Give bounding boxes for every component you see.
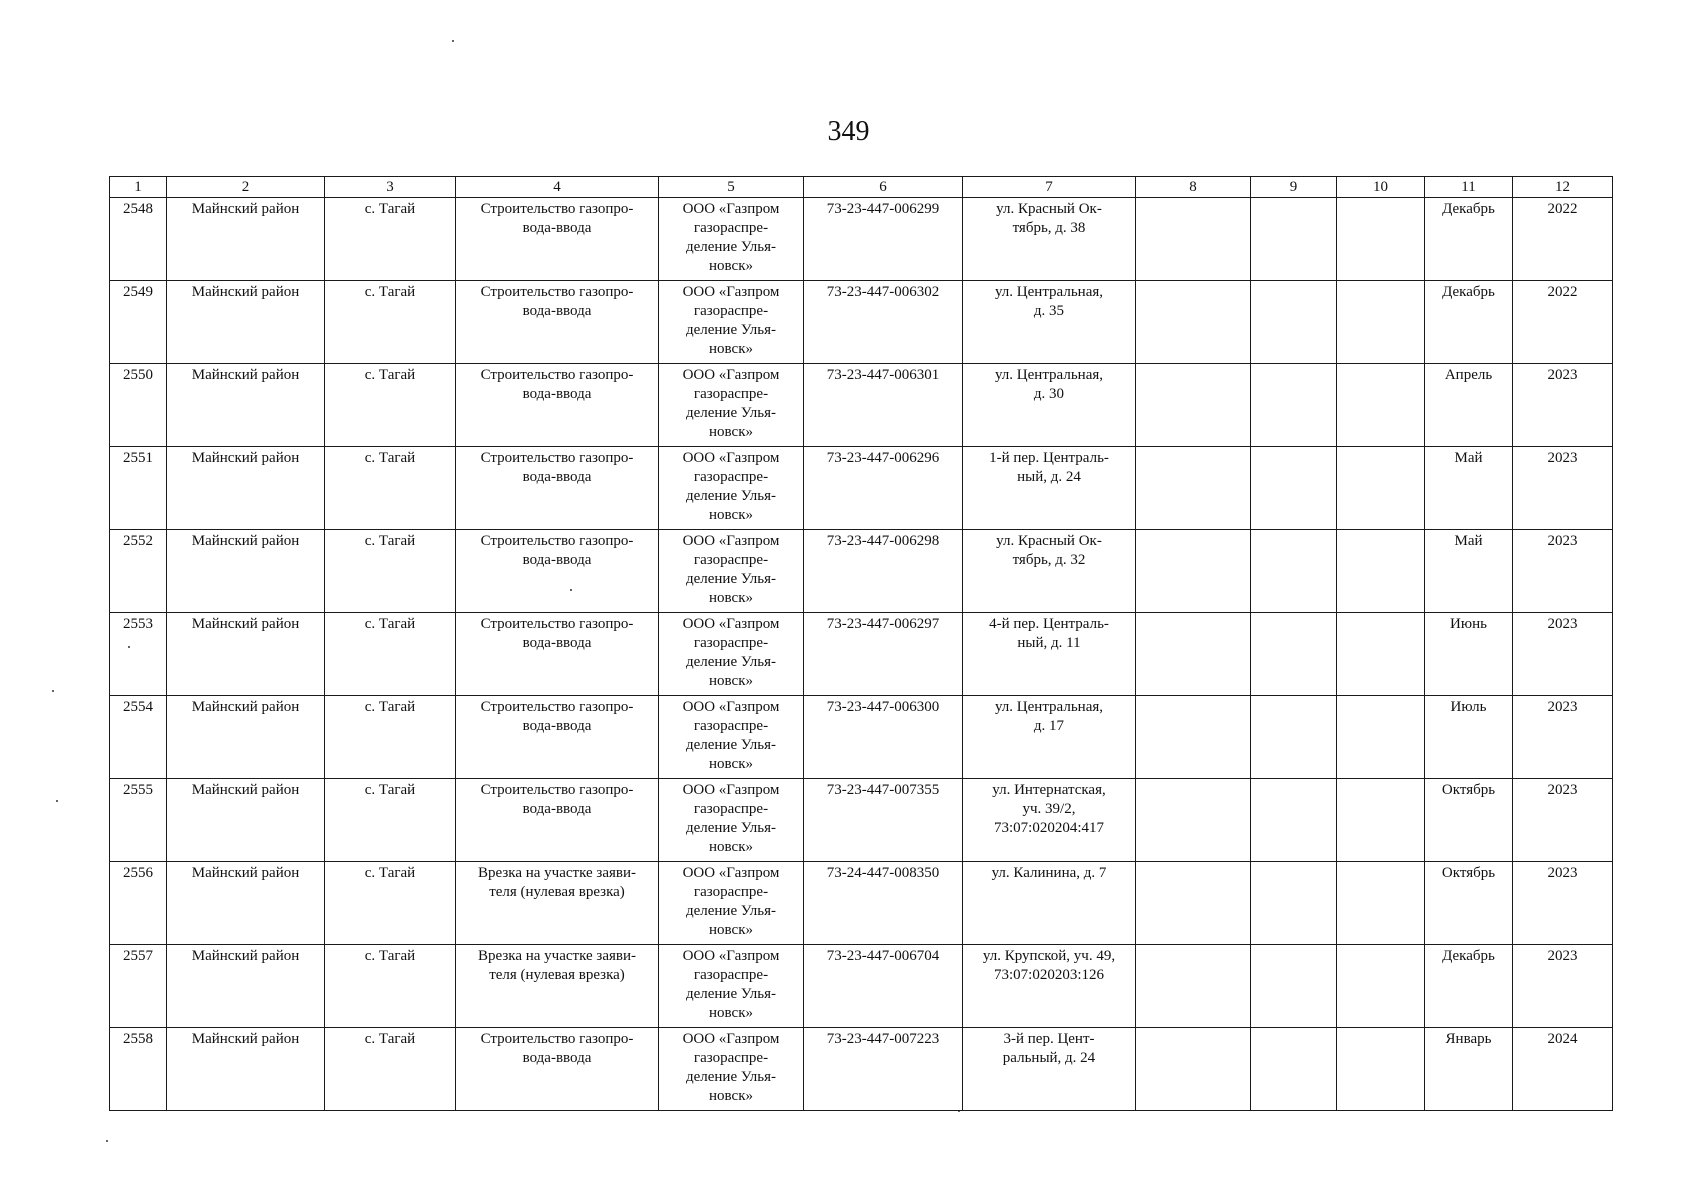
address-cell: ул. Красный Ок- тябрь, д. 32	[963, 530, 1136, 613]
register-table	[109, 176, 1613, 1111]
district-cell: Майнский район	[167, 862, 325, 945]
month-cell: Октябрь	[1425, 779, 1513, 862]
settlement-cell: с. Тагай	[325, 281, 456, 364]
column-10-cell	[1337, 447, 1425, 530]
column-header: 5	[659, 177, 804, 198]
work-type-cell: Строительство газопро- вода-ввода	[456, 1028, 659, 1111]
column-8-cell	[1136, 1028, 1251, 1111]
district-cell: Майнский район	[167, 779, 325, 862]
table-row	[110, 447, 1613, 530]
address-cell: ул. Калинина, д. 7	[963, 862, 1136, 945]
year-cell: 2022	[1513, 198, 1613, 281]
scan-speck	[452, 40, 454, 42]
table-row	[110, 1028, 1613, 1111]
column-9-cell	[1251, 945, 1337, 1028]
district-cell: Майнский район	[167, 696, 325, 779]
table-row	[110, 198, 1613, 281]
column-8-cell	[1136, 364, 1251, 447]
address-cell: 3-й пер. Цент- ральный, д. 24	[963, 1028, 1136, 1111]
column-header: 4	[456, 177, 659, 198]
column-10-cell	[1337, 696, 1425, 779]
organization-cell: ООО «Газпром газораспре- деление Улья- новск»	[659, 447, 804, 530]
work-type-cell: Строительство газопро- вода-ввода	[456, 779, 659, 862]
work-type-cell: Строительство газопро- вода-ввода	[456, 364, 659, 447]
district-cell: Майнский район	[167, 364, 325, 447]
application-code-cell: 73-23-447-006297	[804, 613, 963, 696]
organization-cell: ООО «Газпром газораспре- деление Улья- новск»	[659, 530, 804, 613]
district-cell: Майнский район	[167, 530, 325, 613]
work-type-cell: Строительство газопро- вода-ввода	[456, 696, 659, 779]
year-cell: 2023	[1513, 447, 1613, 530]
row-number-cell: 2549	[110, 281, 167, 364]
month-cell: Декабрь	[1425, 198, 1513, 281]
column-8-cell	[1136, 198, 1251, 281]
table-row	[110, 779, 1613, 862]
row-number-cell: 2551	[110, 447, 167, 530]
year-cell: 2023	[1513, 862, 1613, 945]
row-number-cell: 2548	[110, 198, 167, 281]
settlement-cell: с. Тагай	[325, 945, 456, 1028]
year-cell: 2023	[1513, 364, 1613, 447]
column-9-cell	[1251, 862, 1337, 945]
column-10-cell	[1337, 945, 1425, 1028]
column-8-cell	[1136, 530, 1251, 613]
year-cell: 2023	[1513, 945, 1613, 1028]
application-code-cell: 73-23-447-006298	[804, 530, 963, 613]
year-cell: 2022	[1513, 281, 1613, 364]
year-cell: 2023	[1513, 530, 1613, 613]
application-code-cell: 73-23-447-006299	[804, 198, 963, 281]
settlement-cell: с. Тагай	[325, 198, 456, 281]
column-9-cell	[1251, 530, 1337, 613]
address-cell: ул. Центральная, д. 30	[963, 364, 1136, 447]
row-number-cell: 2557	[110, 945, 167, 1028]
column-header: 3	[325, 177, 456, 198]
address-cell: ул. Интернатская, уч. 39/2, 73:07:020204:417	[963, 779, 1136, 862]
organization-cell: ООО «Газпром газораспре- деление Улья- новск»	[659, 281, 804, 364]
column-header: 8	[1136, 177, 1251, 198]
district-cell: Майнский район	[167, 613, 325, 696]
column-9-cell	[1251, 198, 1337, 281]
column-8-cell	[1136, 447, 1251, 530]
column-9-cell	[1251, 447, 1337, 530]
column-10-cell	[1337, 364, 1425, 447]
organization-cell: ООО «Газпром газораспре- деление Улья- новск»	[659, 1028, 804, 1111]
column-10-cell	[1337, 862, 1425, 945]
month-cell: Октябрь	[1425, 862, 1513, 945]
month-cell: Апрель	[1425, 364, 1513, 447]
organization-cell: ООО «Газпром газораспре- деление Улья- новск»	[659, 945, 804, 1028]
column-9-cell	[1251, 1028, 1337, 1111]
column-8-cell	[1136, 945, 1251, 1028]
month-cell: Июль	[1425, 696, 1513, 779]
row-number-cell: 2555	[110, 779, 167, 862]
settlement-cell: с. Тагай	[325, 696, 456, 779]
address-cell: ул. Центральная, д. 35	[963, 281, 1136, 364]
month-cell: Декабрь	[1425, 281, 1513, 364]
year-cell: 2024	[1513, 1028, 1613, 1111]
application-code-cell: 73-23-447-006300	[804, 696, 963, 779]
year-cell: 2023	[1513, 779, 1613, 862]
row-number-cell: 2550	[110, 364, 167, 447]
address-cell: 4-й пер. Централь- ный, д. 11	[963, 613, 1136, 696]
column-9-cell	[1251, 779, 1337, 862]
scan-speck	[106, 1140, 108, 1142]
work-type-cell: Врезка на участке заяви- теля (нулевая врезка)	[456, 945, 659, 1028]
organization-cell: ООО «Газпром газораспре- деление Улья- новск»	[659, 198, 804, 281]
table-row	[110, 945, 1613, 1028]
column-header: 9	[1251, 177, 1337, 198]
month-cell: Май	[1425, 530, 1513, 613]
month-cell: Май	[1425, 447, 1513, 530]
column-header: 6	[804, 177, 963, 198]
column-header: 2	[167, 177, 325, 198]
column-8-cell	[1136, 613, 1251, 696]
column-number-header-row	[110, 177, 1613, 198]
table-row	[110, 364, 1613, 447]
address-cell: 1-й пер. Централь- ный, д. 24	[963, 447, 1136, 530]
column-header: 1	[110, 177, 167, 198]
settlement-cell: с. Тагай	[325, 613, 456, 696]
application-code-cell: 73-23-447-006301	[804, 364, 963, 447]
column-8-cell	[1136, 862, 1251, 945]
district-cell: Майнский район	[167, 281, 325, 364]
column-8-cell	[1136, 281, 1251, 364]
address-cell: ул. Крупской, уч. 49, 73:07:020203:126	[963, 945, 1136, 1028]
column-8-cell	[1136, 779, 1251, 862]
organization-cell: ООО «Газпром газораспре- деление Улья- новск»	[659, 364, 804, 447]
column-header: 7	[963, 177, 1136, 198]
district-cell: Майнский район	[167, 447, 325, 530]
organization-cell: ООО «Газпром газораспре- деление Улья- новск»	[659, 779, 804, 862]
address-cell: ул. Красный Ок- тябрь, д. 38	[963, 198, 1136, 281]
column-10-cell	[1337, 779, 1425, 862]
district-cell: Майнский район	[167, 1028, 325, 1111]
organization-cell: ООО «Газпром газораспре- деление Улья- новск»	[659, 613, 804, 696]
month-cell: Декабрь	[1425, 945, 1513, 1028]
application-code-cell: 73-23-447-007355	[804, 779, 963, 862]
settlement-cell: с. Тагай	[325, 447, 456, 530]
district-cell: Майнский район	[167, 945, 325, 1028]
organization-cell: ООО «Газпром газораспре- деление Улья- новск»	[659, 696, 804, 779]
settlement-cell: с. Тагай	[325, 862, 456, 945]
settlement-cell: с. Тагай	[325, 530, 456, 613]
application-code-cell: 73-23-447-006302	[804, 281, 963, 364]
row-number-cell: 2556	[110, 862, 167, 945]
row-number-cell: 2554	[110, 696, 167, 779]
settlement-cell: с. Тагай	[325, 364, 456, 447]
settlement-cell: с. Тагай	[325, 1028, 456, 1111]
column-9-cell	[1251, 696, 1337, 779]
scan-speck	[52, 690, 54, 692]
register-table-body	[110, 198, 1613, 1111]
column-10-cell	[1337, 198, 1425, 281]
column-10-cell	[1337, 281, 1425, 364]
address-cell: ул. Центральная, д. 17	[963, 696, 1136, 779]
table-row	[110, 613, 1613, 696]
column-10-cell	[1337, 613, 1425, 696]
application-code-cell: 73-24-447-008350	[804, 862, 963, 945]
column-header: 11	[1425, 177, 1513, 198]
organization-cell: ООО «Газпром газораспре- деление Улья- новск»	[659, 862, 804, 945]
row-number-cell: 2558	[110, 1028, 167, 1111]
district-cell: Майнский район	[167, 198, 325, 281]
work-type-cell: Строительство газопро- вода-ввода	[456, 613, 659, 696]
column-10-cell	[1337, 530, 1425, 613]
table-row	[110, 696, 1613, 779]
year-cell: 2023	[1513, 613, 1613, 696]
column-header: 10	[1337, 177, 1425, 198]
table-row	[110, 862, 1613, 945]
scan-speck	[56, 800, 58, 802]
column-8-cell	[1136, 696, 1251, 779]
month-cell: Июнь	[1425, 613, 1513, 696]
table-row	[110, 281, 1613, 364]
work-type-cell: Строительство газопро- вода-ввода	[456, 447, 659, 530]
work-type-cell: Строительство газопро- вода-ввода	[456, 281, 659, 364]
work-type-cell: Врезка на участке заяви- теля (нулевая врезка)	[456, 862, 659, 945]
column-9-cell	[1251, 364, 1337, 447]
column-9-cell	[1251, 281, 1337, 364]
table-row	[110, 530, 1613, 613]
work-type-cell: Строительство газопро- вода-ввода	[456, 530, 659, 613]
application-code-cell: 73-23-447-006704	[804, 945, 963, 1028]
work-type-cell: Строительство газопро- вода-ввода	[456, 198, 659, 281]
settlement-cell: с. Тагай	[325, 779, 456, 862]
application-code-cell: 73-23-447-006296	[804, 447, 963, 530]
application-code-cell: 73-23-447-007223	[804, 1028, 963, 1111]
row-number-cell: 2553	[110, 613, 167, 696]
month-cell: Январь	[1425, 1028, 1513, 1111]
column-header: 12	[1513, 177, 1613, 198]
page-number: 349	[827, 116, 870, 147]
column-10-cell	[1337, 1028, 1425, 1111]
column-9-cell	[1251, 613, 1337, 696]
row-number-cell: 2552	[110, 530, 167, 613]
year-cell: 2023	[1513, 696, 1613, 779]
